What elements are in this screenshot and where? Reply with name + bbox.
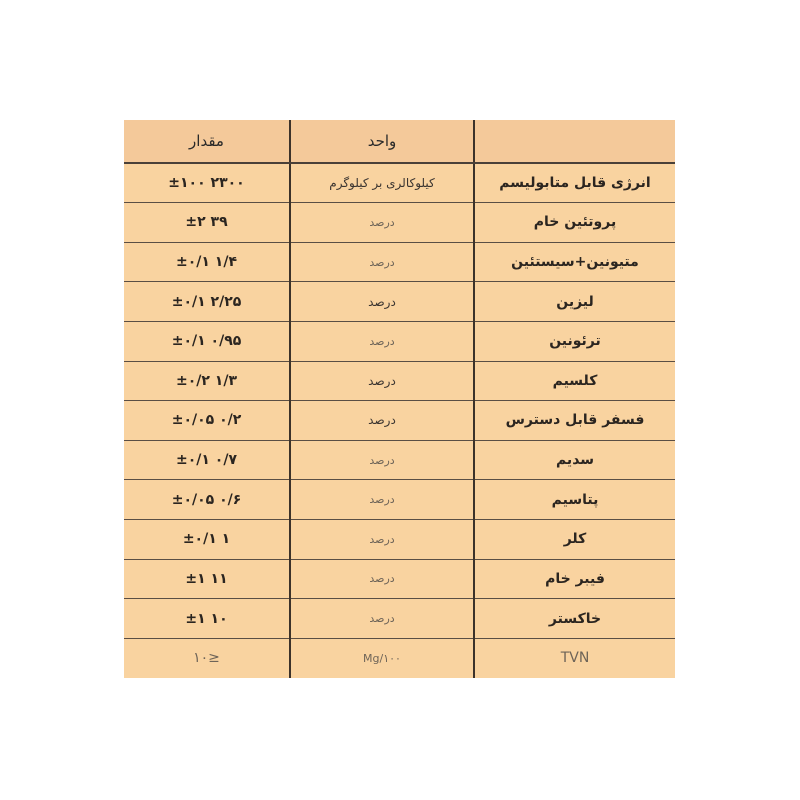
table-row [124,638,675,678]
row-name: ترئونین [474,321,675,361]
row-unit: کیلوکالری بر کیلوگرم [290,163,474,203]
row-unit: درصد [290,361,474,401]
table-row [124,599,675,639]
row-unit: درصد [290,599,474,639]
row-value: ۲/۲۵ ±۰/۱ [124,282,290,322]
row-name: TVN [560,650,590,667]
table-row [124,242,675,282]
table-row [124,480,675,520]
table-row [124,401,675,441]
table-row [124,203,675,243]
table-row [124,519,675,559]
table-row [124,321,675,361]
row-name: فیبر خام [474,559,675,599]
row-name: خاکستر [474,599,675,639]
row-value: ۱ ±۰/۱ [124,519,290,559]
row-name: سدیم [474,440,675,480]
nutrition-table-container [124,120,675,678]
table-row [124,361,675,401]
row-value: ≤۱۰ [193,650,220,667]
row-value: ۳۹ ±۲ [124,203,290,243]
row-value: ۱/۳ ±۰/۲ [124,361,290,401]
row-name: انرژی قابل متابولیسم [474,163,675,203]
row-unit: درصد [290,480,474,520]
row-name: متیونین+سیستئین [474,242,675,282]
row-name: پتاسیم [474,480,675,520]
row-value: ۰/۹۵ ±۰/۱ [124,321,290,361]
row-value: ۱۱ ±۱ [124,559,290,599]
row-name: فسفر قابل دسترس [474,401,675,441]
row-unit: درصد [290,203,474,243]
header-unit: واحد [290,120,474,163]
header-name [474,120,675,163]
row-unit: درصد [290,321,474,361]
row-value: ۰/۲ ±۰/۰۵ [124,401,290,441]
row-unit: درصد [290,401,474,441]
row-value: ۱/۴ ±۰/۱ [124,242,290,282]
table-row [124,282,675,322]
row-value: ۲۳۰۰ ±۱۰۰ [124,163,290,203]
table-row [124,559,675,599]
row-value: ۰/۷ ±۰/۱ [124,440,290,480]
row-unit: درصد [290,559,474,599]
table-row [124,163,675,203]
row-name: کلر [474,519,675,559]
table-row [124,440,675,480]
header-value: مقدار [124,120,290,163]
row-value: ۱۰ ±۱ [124,599,290,639]
row-unit: درصد [290,242,474,282]
row-name: لیزین [474,282,675,322]
row-unit: درصد [290,519,474,559]
row-unit: Mg/۱۰۰ [290,638,474,678]
nutrition-table [124,120,675,678]
row-unit: درصد [290,282,474,322]
row-name: پروتئین خام [474,203,675,243]
table-header-row [124,120,675,163]
row-unit: درصد [290,440,474,480]
row-name: کلسیم [474,361,675,401]
row-value: ۰/۶ ±۰/۰۵ [124,480,290,520]
